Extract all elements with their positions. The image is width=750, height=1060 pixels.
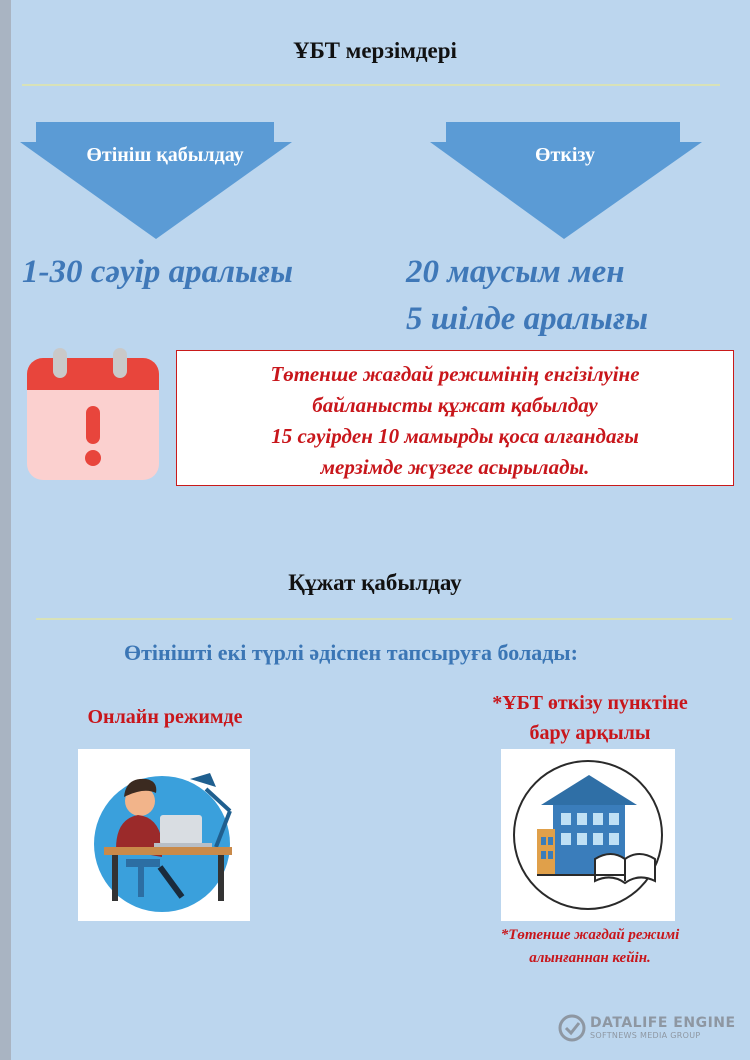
page-title: ҰБТ мерзімдері: [293, 38, 457, 63]
notice-box: [176, 350, 734, 486]
notice-line-3: 15 сәуірден 10 мамырды қоса алғандағы: [271, 424, 639, 448]
notice-line-2: байланысты құжат қабылдау: [312, 393, 598, 417]
down-arrow-right-icon: [430, 122, 706, 242]
online-mode-image: [78, 749, 250, 921]
test-center-image: [501, 749, 675, 921]
calendar-alert-icon: [25, 346, 161, 482]
online-mode-label: Онлайн режимде: [87, 706, 243, 728]
arrow-label-conduct: Өткізу: [534, 144, 596, 166]
application-period: 1-30 сәуір аралығы: [22, 254, 294, 290]
section-divider: [36, 618, 732, 620]
test-center-label-line2: бару арқылы: [529, 722, 651, 744]
test-center-label-line1: *ҰБТ өткізу пунктіне: [492, 692, 688, 714]
notice-line-4: мерзімде жүзеге асырылады.: [320, 455, 590, 479]
exam-period-line1: 20 маусым мен: [406, 254, 625, 290]
exam-period-line2: 5 шілде аралығы: [406, 301, 649, 337]
datalife-logo-icon: [558, 1014, 586, 1042]
arrow-label-application: Өтініш қабылдау: [86, 144, 244, 166]
section-title-documents: Құжат қабылдау: [288, 570, 462, 595]
footnote-line2: алынғаннан кейін.: [529, 950, 651, 966]
school-building-illustration: [501, 749, 675, 921]
watermark: [558, 1014, 736, 1042]
page-left-stripe: [0, 0, 11, 1060]
watermark-title: DATALIFE ENGINE: [590, 1015, 736, 1031]
person-laptop-illustration: [78, 749, 250, 921]
title-divider: [22, 84, 720, 86]
watermark-subtitle: SOFTNEWS MEDIA GROUP: [590, 1031, 701, 1040]
methods-intro: Өтінішті екі түрлі әдіспен тапсыруға болады:: [124, 640, 578, 665]
down-arrow-left-icon: [18, 122, 294, 242]
footnote-line1: *Төтенше жағдай режимі: [500, 927, 680, 943]
notice-line-1: Төтенше жағдай режимінің енгізілуіне: [270, 362, 640, 386]
